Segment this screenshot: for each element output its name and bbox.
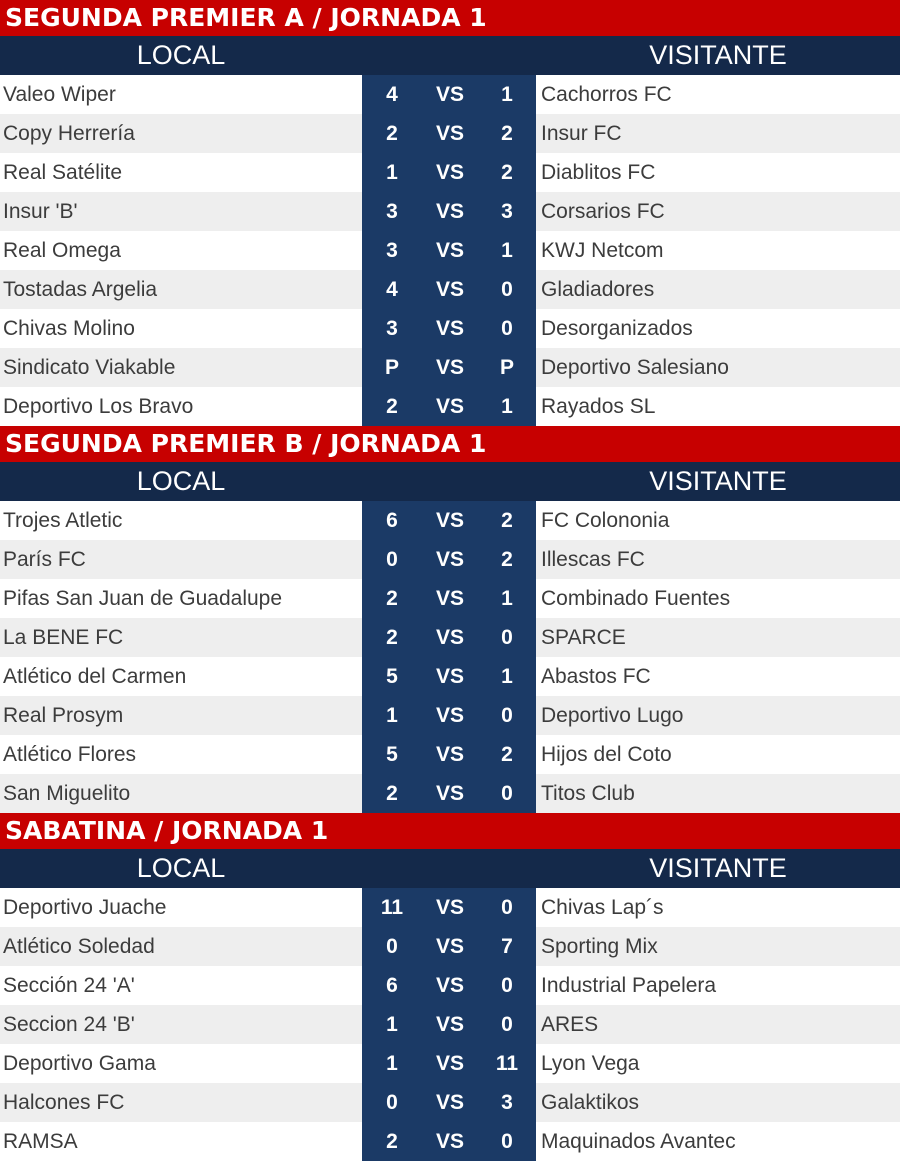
away-team: FC Colononia xyxy=(541,509,670,532)
home-score: 5 xyxy=(386,665,398,688)
vs-label: VS xyxy=(435,1052,464,1075)
section-title: SEGUNDA PREMIER A / JORNADA 1 xyxy=(0,0,900,36)
away-score: 1 xyxy=(501,239,513,262)
away-team: Diablitos FC xyxy=(541,161,656,184)
away-team: Hijos del Coto xyxy=(541,743,672,766)
score-box xyxy=(362,618,536,657)
away-score: 0 xyxy=(501,782,513,805)
home-score: 2 xyxy=(386,395,398,418)
home-team: Real Satélite xyxy=(3,161,123,184)
home-score: 0 xyxy=(386,1091,398,1114)
section-title: SABATINA / JORNADA 1 xyxy=(0,813,900,849)
away-team: Sporting Mix xyxy=(541,935,658,958)
home-score: 0 xyxy=(386,548,398,571)
home-team: Seccion 24 'B' xyxy=(3,1013,135,1036)
away-team: Titos Club xyxy=(541,782,635,805)
home-team: Sección 24 'A' xyxy=(3,974,135,997)
vs-label: VS xyxy=(435,587,464,610)
vs-label: VS xyxy=(435,239,464,262)
score-box xyxy=(362,540,536,579)
column-header-row xyxy=(0,462,900,501)
section-title: SEGUNDA PREMIER B / JORNADA 1 xyxy=(0,426,900,462)
away-team: Combinado Fuentes xyxy=(541,587,731,610)
vs-label: VS xyxy=(435,356,464,379)
score-header-spacer xyxy=(362,462,536,501)
away-team: Chivas Lap´s xyxy=(541,896,664,919)
score-box xyxy=(362,192,536,231)
away-team: Gladiadores xyxy=(541,278,655,301)
league-section xyxy=(0,813,900,1161)
away-score: 2 xyxy=(501,122,513,145)
home-team: Chivas Molino xyxy=(3,317,135,340)
home-score: 1 xyxy=(386,704,398,727)
home-score: 1 xyxy=(386,1013,398,1036)
away-team: Galaktikos xyxy=(541,1091,640,1114)
column-header-row xyxy=(0,849,900,888)
score-box xyxy=(362,1005,536,1044)
match-row xyxy=(0,75,900,114)
home-score: 6 xyxy=(386,509,398,532)
home-score: 6 xyxy=(386,974,398,997)
vs-label: VS xyxy=(435,200,464,223)
home-team: Atlético Soledad xyxy=(3,935,155,958)
home-team: Atlético Flores xyxy=(3,743,137,766)
match-row xyxy=(0,966,900,1005)
match-list xyxy=(0,501,900,813)
local-header: LOCAL xyxy=(136,466,226,496)
home-team: Atlético del Carmen xyxy=(3,665,187,688)
score-box xyxy=(362,348,536,387)
visitor-header: VISITANTE xyxy=(649,40,787,70)
home-team: Insur 'B' xyxy=(3,200,78,223)
match-row xyxy=(0,579,900,618)
visitor-header: VISITANTE xyxy=(649,466,787,496)
away-score: 1 xyxy=(501,395,513,418)
vs-label: VS xyxy=(435,317,464,340)
match-row xyxy=(0,774,900,813)
score-box xyxy=(362,309,536,348)
vs-label: VS xyxy=(435,509,464,532)
match-row xyxy=(0,540,900,579)
score-box xyxy=(362,114,536,153)
away-team: Corsarios FC xyxy=(541,200,665,223)
home-team: Real Omega xyxy=(3,239,121,262)
match-row xyxy=(0,1083,900,1122)
away-score: 1 xyxy=(501,83,513,106)
away-team: KWJ Netcom xyxy=(541,239,664,262)
local-header: LOCAL xyxy=(136,853,226,883)
away-team: Maquinados Avantec xyxy=(541,1130,736,1153)
home-team: Pifas San Juan de Guadalupe xyxy=(3,587,283,610)
away-score: 11 xyxy=(495,1052,519,1075)
home-team: San Miguelito xyxy=(3,782,131,805)
away-score: 2 xyxy=(501,161,513,184)
match-row xyxy=(0,270,900,309)
vs-label: VS xyxy=(435,1013,464,1036)
match-row xyxy=(0,696,900,735)
away-score: 0 xyxy=(501,278,513,301)
score-header-spacer xyxy=(362,849,536,888)
home-score: 1 xyxy=(386,161,398,184)
away-score: 0 xyxy=(501,1130,513,1153)
home-team: Trojes Atletic xyxy=(3,509,123,532)
home-team: Copy Herrería xyxy=(3,122,135,145)
vs-label: VS xyxy=(435,935,464,958)
vs-label: VS xyxy=(435,548,464,571)
vs-label: VS xyxy=(435,161,464,184)
home-team: Sindicato Viakable xyxy=(3,356,176,379)
match-row xyxy=(0,1005,900,1044)
away-score: 3 xyxy=(501,200,513,223)
home-team: Real Prosym xyxy=(3,704,124,727)
match-row xyxy=(0,735,900,774)
home-score: 3 xyxy=(386,200,398,223)
vs-label: VS xyxy=(435,665,464,688)
score-box xyxy=(362,966,536,1005)
away-score: 0 xyxy=(501,974,513,997)
league-section xyxy=(0,426,900,813)
visitor-header: VISITANTE xyxy=(649,853,787,883)
column-header-row xyxy=(0,36,900,75)
away-score: 2 xyxy=(501,743,513,766)
match-row xyxy=(0,348,900,387)
vs-label: VS xyxy=(435,743,464,766)
home-score: 5 xyxy=(386,743,398,766)
away-team: Industrial Papelera xyxy=(541,974,717,997)
home-team: París FC xyxy=(3,548,86,571)
match-row xyxy=(0,618,900,657)
match-row xyxy=(0,888,900,927)
vs-label: VS xyxy=(435,83,464,106)
match-row xyxy=(0,231,900,270)
match-row xyxy=(0,1044,900,1083)
vs-label: VS xyxy=(435,896,464,919)
home-team: Valeo Wiper xyxy=(3,83,116,106)
home-score: 11 xyxy=(380,896,404,919)
score-box xyxy=(362,387,536,426)
match-row xyxy=(0,657,900,696)
home-score: 4 xyxy=(386,278,398,301)
vs-label: VS xyxy=(435,395,464,418)
home-score: 2 xyxy=(386,626,398,649)
away-score: P xyxy=(499,356,514,379)
away-score: 2 xyxy=(501,509,513,532)
local-header: LOCAL xyxy=(136,40,226,70)
home-team: Deportivo Juache xyxy=(3,896,167,919)
vs-label: VS xyxy=(435,278,464,301)
match-row xyxy=(0,192,900,231)
vs-label: VS xyxy=(435,782,464,805)
score-box xyxy=(362,231,536,270)
score-box xyxy=(362,1083,536,1122)
away-score: 0 xyxy=(501,626,513,649)
away-score: 0 xyxy=(501,1013,513,1036)
away-score: 0 xyxy=(501,317,513,340)
away-score: 2 xyxy=(501,548,513,571)
vs-label: VS xyxy=(435,974,464,997)
score-box xyxy=(362,657,536,696)
home-score: 3 xyxy=(386,239,398,262)
score-box xyxy=(362,696,536,735)
vs-label: VS xyxy=(435,704,464,727)
away-team: Deportivo Salesiano xyxy=(541,356,729,379)
home-score: 2 xyxy=(386,782,398,805)
score-box xyxy=(362,888,536,927)
home-team: Halcones FC xyxy=(3,1091,125,1114)
match-row xyxy=(0,1122,900,1161)
home-score: 4 xyxy=(386,83,398,106)
score-box xyxy=(362,927,536,966)
match-list xyxy=(0,75,900,426)
away-team: Abastos FC xyxy=(541,665,651,688)
vs-label: VS xyxy=(435,1130,464,1153)
away-team: Illescas FC xyxy=(541,548,645,571)
match-row xyxy=(0,387,900,426)
score-box xyxy=(362,1044,536,1083)
away-score: 7 xyxy=(501,935,513,958)
match-row xyxy=(0,114,900,153)
match-list xyxy=(0,888,900,1161)
home-team: RAMSA xyxy=(3,1130,78,1153)
home-score: P xyxy=(384,356,399,379)
match-row xyxy=(0,501,900,540)
match-row xyxy=(0,153,900,192)
score-box xyxy=(362,501,536,540)
score-box xyxy=(362,1122,536,1161)
home-score: 3 xyxy=(386,317,398,340)
away-team: Cachorros FC xyxy=(541,83,672,106)
home-team: Deportivo Gama xyxy=(3,1052,156,1075)
score-box xyxy=(362,153,536,192)
home-score: 2 xyxy=(386,122,398,145)
away-score: 1 xyxy=(501,587,513,610)
match-row xyxy=(0,927,900,966)
away-team: SPARCE xyxy=(541,626,626,649)
score-header-spacer xyxy=(362,36,536,75)
home-score: 1 xyxy=(386,1052,398,1075)
score-box xyxy=(362,270,536,309)
away-score: 0 xyxy=(501,704,513,727)
score-box xyxy=(362,774,536,813)
home-score: 2 xyxy=(386,587,398,610)
score-box xyxy=(362,579,536,618)
away-team: ARES xyxy=(541,1013,599,1036)
away-score: 1 xyxy=(501,665,513,688)
away-team: Rayados SL xyxy=(541,395,656,418)
away-team: Lyon Vega xyxy=(541,1052,640,1075)
away-score: 0 xyxy=(501,896,513,919)
vs-label: VS xyxy=(435,1091,464,1114)
league-section xyxy=(0,0,900,426)
home-team: Tostadas Argelia xyxy=(3,278,158,301)
vs-label: VS xyxy=(435,122,464,145)
home-team: La BENE FC xyxy=(3,626,124,649)
home-score: 2 xyxy=(386,1130,398,1153)
home-team: Deportivo Los Bravo xyxy=(3,395,194,418)
away-team: Desorganizados xyxy=(541,317,693,340)
away-team: Deportivo Lugo xyxy=(541,704,684,727)
away-team: Insur FC xyxy=(541,122,622,145)
score-box xyxy=(362,75,536,114)
score-box xyxy=(362,735,536,774)
vs-label: VS xyxy=(435,626,464,649)
home-score: 0 xyxy=(386,935,398,958)
away-score: 3 xyxy=(501,1091,513,1114)
match-row xyxy=(0,309,900,348)
